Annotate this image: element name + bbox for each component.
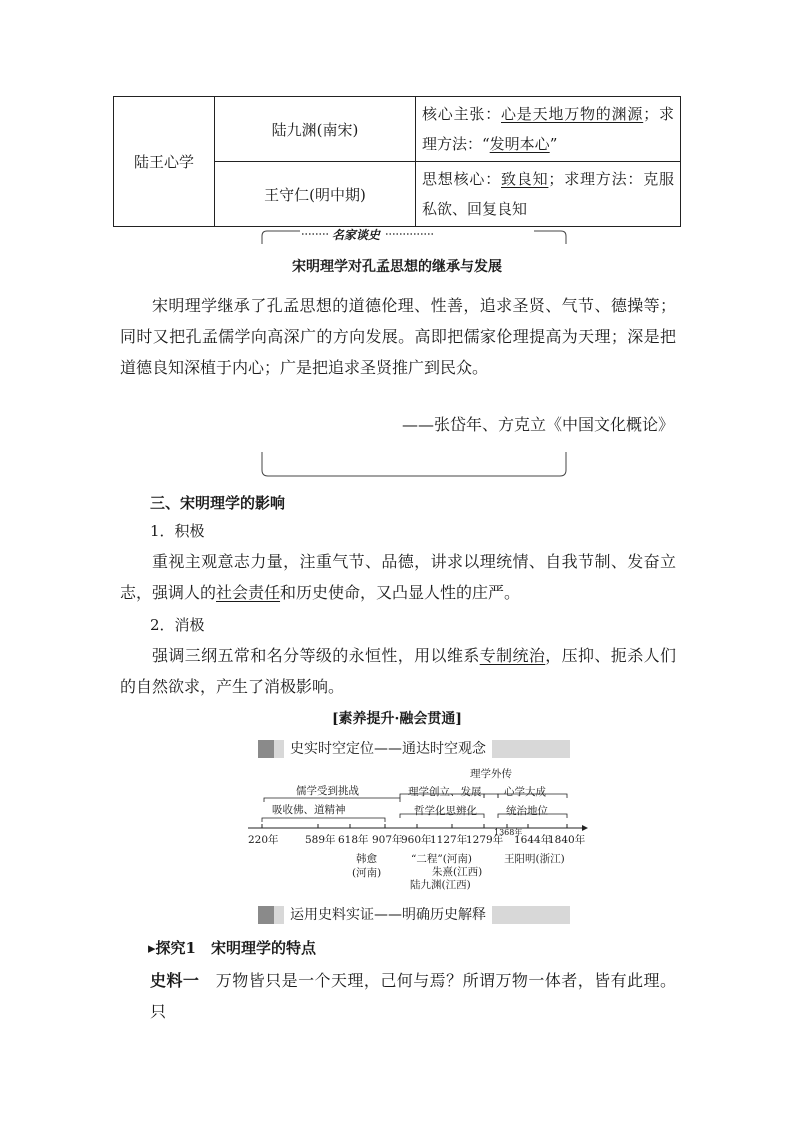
label-xinxue: 心学大成 <box>504 786 546 798</box>
label-philo: 哲学化思辨化 <box>414 805 477 817</box>
positive-heading: 1．积极 <box>150 522 205 540</box>
inquiry-heading: ▸探究1 宋明理学的特点 <box>148 939 316 957</box>
label-challenge: 儒学受到挑战 <box>296 785 359 797</box>
quote-title: 宋明理学对孔孟思想的继承与发展 <box>292 259 502 275</box>
quote-frame <box>0 0 794 480</box>
source-one: 史料一 万物皆只是一个天理，己何与焉？所谓万物一体者，皆有此理。只 <box>150 971 676 1021</box>
tick-589: 589年 <box>305 834 336 846</box>
evidence-bar-label: 运用史料实证——明确历史解释 <box>284 906 492 924</box>
tick-220: 220年 <box>248 834 279 846</box>
quote-body: 宋明理学继承了孔孟思想的道德伦理、性善，追求圣贤、气节、德操等；同时又把孔孟儒学向高深广的方向发展。高即把儒家伦理提高为天理；深是把道德良知深植于内心；广是把追求圣贤推广到民众。 <box>120 296 676 377</box>
tick-907: 907年 <box>372 834 403 846</box>
quote-badge: 名家谈史 <box>332 228 381 242</box>
school-cell: 陆王心学 <box>114 97 215 227</box>
spacetime-bar <box>258 740 570 758</box>
timeline-diagram <box>0 760 794 900</box>
label-spread: 理学外传 <box>470 768 512 780</box>
negative-heading: 2．消极 <box>150 616 205 634</box>
person-wang: 王阳明(浙江) <box>504 853 565 865</box>
tick-1644: 1644年 <box>514 834 552 846</box>
doctrine-cell-2: 思想核心：致良知；求理方法：克服私欲、回复良知 <box>416 162 681 227</box>
evidence-bar <box>258 906 570 924</box>
positive-text: 重视主观意志力量，注重气节、品德，讲求以理统情、自我节制、发奋立志，强调人的社会责任和历史使命，又凸显人性的庄严。 <box>120 552 676 602</box>
label-absorb: 吸收佛、道精神 <box>272 804 346 816</box>
tick-960: 960年 <box>401 834 432 846</box>
section-heading: 三、宋明理学的影响 <box>150 494 286 512</box>
person-zhuxi: 朱熹(江西) <box>432 866 483 878</box>
person-cell-2: 王守仁(明中期) <box>215 162 416 227</box>
tick-618: 618年 <box>338 834 369 846</box>
tick-1279: 1279年 <box>466 834 504 846</box>
doctrine-cell-1: 核心主张：心是天地万物的渊源；求理方法：“发明本心” <box>416 97 681 162</box>
person-ercheng: “二程”(河南) <box>411 853 472 865</box>
tick-1127: 1127年 <box>430 834 468 846</box>
label-create: 理学创立、发展 <box>408 786 482 798</box>
tick-1840: 1840年 <box>548 834 586 846</box>
person-hanyu-place: (河南) <box>352 867 382 879</box>
quote-source: ——张岱年、方克立《中国文化概论》 <box>401 415 674 434</box>
person-hanyu: 韩愈 <box>356 853 377 865</box>
person-lujiuyuan: 陆九渊(江西) <box>410 879 471 891</box>
negative-text: 强调三纲五常和名分等级的永恒性，用以维系专制统治，压抑、扼杀人们的自然欲求，产生了消极影响。 <box>120 646 676 696</box>
tick-1368: 1368年 <box>494 828 523 837</box>
person-cell-1: 陆九渊(南宋) <box>215 97 416 162</box>
literacy-banner: [素养提升·融会贯通] <box>331 711 463 727</box>
label-rule: 统治地位 <box>506 805 548 817</box>
spacetime-bar-label: 史实时空定位——通达时空观念 <box>284 740 492 758</box>
